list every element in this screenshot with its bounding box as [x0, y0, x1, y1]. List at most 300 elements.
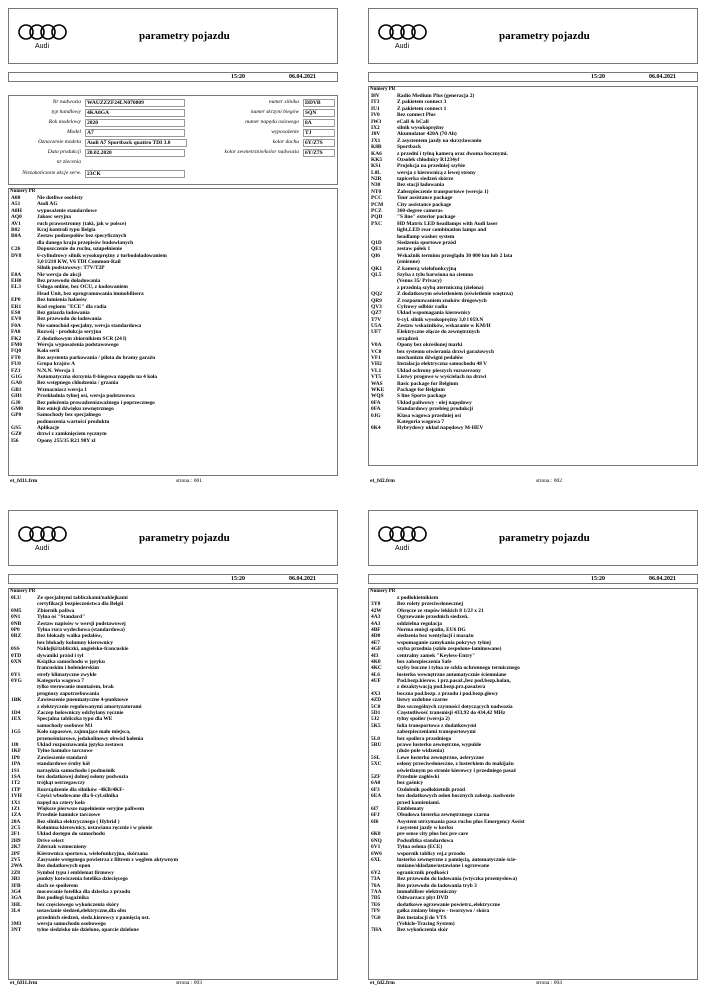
pr-code: 4ZD [371, 697, 382, 704]
pr-code: 0K4 [371, 425, 381, 432]
pr-code: 76A [371, 882, 381, 889]
pr-code: 5SL [371, 754, 381, 761]
pr-description: Klasa wagowa przedniej osi [397, 412, 461, 419]
gearbox-value: SQN [303, 109, 335, 117]
pr-description: Bez przewodu do ładowania [37, 316, 102, 323]
pr-description: (Vehicle-Tracing System) [397, 920, 455, 927]
pr-description: folia transportowa z dodatkowymi [397, 722, 477, 729]
pr-code: IX2 [371, 124, 380, 131]
pr-code: GS5 [11, 425, 21, 432]
pr-code: 7E6 [371, 901, 380, 908]
pr-description: Z asystentem jazdy na skrzyżowaniu [397, 137, 482, 144]
pr-description: bez częściowego wykończenia skóry [37, 901, 119, 908]
pr-code: 3G4 [11, 888, 21, 895]
pr-description: punkty kotwiczenia fotelika dziecięcego [37, 876, 128, 883]
pr-description: HD Matrix LED headlamps with Audi laser [397, 220, 498, 227]
pr-description: Większe pierwsze napełnienie seryjne paliwem [37, 805, 145, 812]
pr-description: mniane/składane/ustawiane i ogrzewane [397, 863, 490, 870]
pr-description: bez spoilera przedniego [397, 735, 452, 742]
gearbox-label: numer skrzyni biegów [250, 109, 299, 115]
pr-description: Akumulator 420A (70 Ah) [397, 131, 457, 138]
pr-code: E0A [11, 271, 22, 278]
production-date-value: 20.02.2020 [85, 149, 185, 157]
type-value: 4KA0GA [85, 109, 185, 117]
pr-description: Ogrzewanie przednich siedzeń. [397, 614, 469, 621]
pr-description: z przednią szybą atermiczną (zielona) [397, 284, 484, 291]
pr-code: QE1 [371, 246, 382, 253]
pr-code: 1Z1 [11, 805, 20, 812]
info-row [9, 139, 338, 148]
model-year-label: Rok modelowy [48, 119, 81, 125]
pr-code: 1X1 [11, 799, 21, 806]
page-title: parametry pojazdu [139, 532, 230, 544]
pr-code: 6EA [371, 793, 382, 800]
pr-description: Audi AG [37, 201, 58, 208]
pr-code: VH2 [371, 361, 382, 368]
footer-page: strona : 002 [536, 478, 562, 484]
pr-code: GB1 [11, 386, 22, 393]
pr-code: FQ0 [11, 348, 22, 355]
pr-code: V0A [371, 342, 382, 349]
pr-code: J0V [371, 131, 381, 138]
pr-description: Sportback [397, 144, 421, 151]
pr-description: z podłokietnikiem [397, 595, 439, 601]
pr-code: A00 [11, 195, 21, 201]
pr-description: wspornik tablicy rej.z przodu [397, 850, 465, 857]
pr-description: Z pakietem connect 3 [397, 99, 447, 106]
pr-description: Zabezpieczenie transportowe (wersja 1) [397, 188, 489, 195]
pr-numbers-box [8, 188, 338, 476]
pr-description: gałka zmiany biegów - tworzywo / skóra [397, 908, 490, 915]
pr-description: przednich siedzeń, siedz.kierowcy z pamięcią ust. [37, 914, 150, 921]
pr-description: N.N.N. Wersja 1 [37, 367, 75, 374]
model-designation-value: Audi A7 Sportback quattro TDI 3.0 [85, 139, 187, 147]
pr-code: IV0 [371, 112, 380, 119]
info-row [9, 129, 338, 138]
pr-description: prognozy zapotrzebowania [37, 690, 100, 697]
pr-description: Dopuszczenie do ruchu, uzupełnienie [37, 246, 123, 253]
pr-description: Siedzenia sportowe przód [397, 239, 456, 246]
pr-description: Książka samochodu w języku [37, 658, 105, 665]
pr-description: 360-degree cameras [397, 208, 443, 215]
pr-description: Kategoria wagowa 7 [397, 418, 445, 425]
pr-code: 1TP [11, 786, 21, 793]
page-footer [8, 478, 338, 488]
pr-code: GJ0 [11, 399, 21, 406]
pr-numbers-box [368, 86, 698, 466]
pr-code: 0TD [11, 652, 22, 659]
pr-code: QK1 [371, 265, 383, 272]
print-date: 06.04.2021 [649, 74, 676, 80]
pr-description: ogranicznik prędkości [397, 869, 449, 876]
pr-code: A8H [11, 207, 22, 214]
pr-code: QV3 [371, 303, 382, 310]
pr-description: Przednie zagłówki [397, 773, 440, 780]
pr-description: mechanizm dźwigni pedałów [397, 355, 464, 362]
pr-description: bez blokady kolumny kierownicy [37, 639, 114, 646]
pr-description: oświetlanym po stronie kierowcy i przedniego pasaż [397, 767, 516, 774]
pr-description: Układ paliwowy - olej napędowy [397, 399, 472, 406]
audi-logo [17, 525, 69, 557]
pr-description: Naklejki/tabliczki, angielsko-francuskie [37, 646, 129, 653]
pr-description: z elektrycznie regulowanymi amortyzatorami [37, 703, 142, 710]
pr-code: 5K5 [371, 722, 381, 729]
footer-page: strona : 001 [176, 478, 202, 484]
pr-code: VF1 [371, 355, 381, 362]
pr-description: i asystent jazdy w korku [397, 825, 454, 832]
pr-code: QR9 [371, 297, 382, 304]
pr-description: Symbol typu i emblemat firmowy [37, 869, 114, 876]
page-header [368, 510, 698, 566]
pr-code: 1EX [11, 716, 22, 723]
pr-description: Kierownica sportowa, wielofunkcyjna, skórzana [37, 850, 148, 857]
print-time: 15:20 [591, 74, 605, 80]
pr-code: N30 [371, 182, 381, 189]
pr-code: 2H9 [11, 837, 21, 844]
service-actions-value: 23CK [85, 170, 185, 178]
timestamp-bar [368, 72, 698, 82]
pr-description: Emblematy [397, 805, 424, 812]
footer-file: et_fd11.frm [10, 478, 38, 484]
pr-code: 0JG [371, 412, 381, 419]
pr-description: Drive select [37, 837, 64, 844]
page-title: parametry pojazdu [499, 30, 590, 42]
pr-code: 4X3 [371, 690, 381, 697]
brand-text: Audi [395, 545, 410, 552]
pr-description: certyfikacji bezpieczeństwa dla Belgii [37, 601, 124, 608]
pr-code: AV1 [11, 220, 21, 227]
pr-description: Basic package for Belgium [397, 380, 459, 387]
pr-description: Kolumna kierownicy, ustawiana ręcznie i w pionie [37, 825, 153, 832]
pr-code: 5XC [371, 761, 382, 768]
vin-label: Nr nadwozia [52, 99, 81, 105]
pr-code: VL1 [371, 367, 382, 374]
footer-file: et_fd2.frm [370, 980, 395, 986]
pr-description: Hybrydowy układ napędowy M-HEV [397, 425, 484, 432]
pr-description: tylne siedzisko nie dzielone, oparcie dzielone [37, 927, 139, 934]
pr-description: Częstotliwość transmisji 433,92 do 434,42 MHz [397, 710, 506, 717]
pr-code: WAS [371, 380, 383, 387]
pr-description: siedzenia bez wentylacji i masażu [397, 633, 474, 640]
pr-description: Lewe lusterko zewnętrzne, asferyczne [397, 754, 484, 761]
pr-description: eCall & bCall [397, 118, 429, 125]
pr-description: Odtwarzacz płyt DVD [397, 895, 449, 902]
pr-code: PCC [371, 195, 383, 202]
pr-code: U5A [371, 323, 382, 330]
pr-code: 4L6 [371, 671, 380, 678]
print-date: 06.04.2021 [289, 74, 316, 80]
pr-code: IT3 [371, 99, 380, 106]
pr-description: napęd na cztery koła [37, 799, 85, 806]
pr-code: WKE [371, 386, 385, 393]
pr-code: 0FA [371, 406, 381, 413]
pr-description: Head Unit, bez oprogramowania immobilisera [37, 290, 144, 297]
pr-description: Jakosc seryjna [37, 214, 71, 221]
pr-code: 0XN [11, 658, 22, 665]
pr-code: 2F1 [11, 831, 20, 838]
document-page-4 [368, 510, 698, 990]
info-row [9, 109, 338, 118]
pr-code: GH1 [11, 393, 23, 400]
pr-code: 1T2 [11, 780, 20, 787]
pr-description: Rozwój - produkcja seryjna [37, 329, 102, 336]
pr-code: 1SA [11, 773, 21, 780]
pr-code: 3FB [11, 882, 21, 889]
pr-code: 0YG [11, 678, 22, 685]
pr-description: Aplikacje [37, 425, 60, 432]
pr-description: Projekcja na przedniej szybie [397, 163, 466, 170]
pr-code: FU0 [11, 361, 21, 368]
engine-label: numer silnika [268, 99, 299, 105]
pr-description: Koła serii [37, 348, 60, 355]
pr-description: Układ rozpoznawania języka zestawu [37, 741, 124, 748]
print-time: 15:20 [231, 74, 245, 80]
pr-description: tylko sterowanie montażem, brak [37, 684, 114, 691]
pr-code: 2K7 [11, 844, 21, 851]
pr-code: QI6 [371, 252, 380, 259]
pr-description: Zbiornik paliwa [37, 607, 75, 614]
pr-description: Obręcze ze stopów lekkich 8 1/2J x 21 [397, 607, 484, 614]
pr-code: 4BF [371, 626, 381, 633]
pr-description: Wersja wyposażenia podstawowego [37, 341, 119, 348]
equipment-label: wyposażenie [271, 129, 299, 135]
pr-description: Szyba z tyłu barwiona na ciemno [397, 271, 473, 278]
audi-rings-icon [377, 23, 429, 41]
print-date: 06.04.2021 [289, 576, 316, 582]
pr-description: Układ wspomagania kierownicy [397, 310, 471, 317]
pr-description: (duże pole widzenia) [397, 748, 445, 755]
pr-code: 0LU [11, 595, 22, 601]
pr-code: IW3 [371, 118, 382, 125]
pr-description: Rozrządzenie dla silników -4KB/4KF- [37, 786, 125, 793]
pr-code: 6FJ [371, 812, 380, 819]
info-row [9, 99, 338, 108]
pr-code: 3L4 [11, 908, 20, 915]
pr-description: Ozsolek chłodnicy R1234yf [397, 156, 460, 163]
pr-description: Zasysanie wstępnego powietrza z filtrem z węglem aktywnym [37, 857, 179, 864]
pr-code: 0N1 [11, 614, 21, 621]
body-color-label: kolor zewnetrznie/kolor nadwozia [224, 149, 299, 155]
pr-code: Q1D [371, 239, 382, 246]
pr-description: Bez rolety przeciwsłonecznej [397, 601, 464, 608]
pr-code: ES0 [11, 310, 21, 317]
pr-description: Kategoria wagowa 7 [37, 678, 85, 685]
pr-code: 0FA [371, 399, 381, 406]
pr-description: Obudowa lusterka zewnętrznego czarna [397, 812, 490, 819]
pr-description: 6-cyl. silnik wysokoprężny 3,0 l 059.N [397, 316, 484, 323]
pr-description: Standardowy przebieg produkcji [397, 406, 473, 413]
pr-code: 5C0 [371, 703, 381, 710]
pr-code: 2C5 [11, 825, 21, 832]
pr-description: Nie dotliwe osobisty [37, 195, 83, 201]
pr-code: 1D4 [11, 710, 21, 717]
pr-numbers-box [368, 588, 698, 980]
axle-value: 8A [303, 119, 335, 127]
pr-code: T7V [371, 316, 382, 323]
pr-code: KS1 [371, 163, 381, 170]
pr-description: City assistance package [397, 201, 452, 208]
pr-description: drzwi z zamknięciem ręcznym [37, 431, 107, 438]
pr-code: JX1 [371, 137, 381, 144]
pr-code: EL3 [11, 284, 21, 291]
pr-code: WQS [371, 393, 384, 400]
pr-code: 6V1 [371, 844, 381, 851]
timestamp-bar [8, 72, 338, 82]
pr-description: Z rozpoznawaniem znaków drogowych [397, 297, 487, 304]
pr-code: I56 [11, 437, 19, 444]
pr-description: Pod.bezp.kierow. i prz.pasaż.,bez pod.bezp.kolan, [397, 678, 511, 685]
pr-code: 0NB [11, 620, 22, 627]
pr-description: Bez asystenta parkowania / pilota do bramy garażu [37, 354, 156, 361]
pr-description: wspomaganie zamykania pokrywy tylnej [397, 639, 491, 646]
pr-description: Zaczep holowniczy odchylany ręcznie [37, 710, 124, 717]
production-date-label: Data produkcji [47, 149, 81, 155]
pr-description: Bez silnika elektrycznego ( Hybrid ) [37, 818, 120, 825]
info-row [9, 170, 338, 179]
pr-code: KA6 [371, 150, 382, 157]
print-date: 06.04.2021 [649, 576, 676, 582]
pr-code: 0Y1 [11, 671, 21, 678]
pr-description: Wskaźnik terminu przeglądu 30 000 km lub 2 lata [397, 252, 513, 259]
pr-description: Tour assistance package [397, 195, 453, 202]
pr-code: 4UF [371, 678, 381, 685]
page-header [368, 8, 698, 64]
pr-row [369, 927, 697, 933]
pr-description: dla danego kraju przepisów budowlanych [37, 239, 134, 246]
pr-code: 4GF [371, 646, 382, 653]
pr-description: Bez podłogi bagażnika [37, 895, 89, 902]
pr-list [9, 595, 337, 934]
pr-description: Automatyczna skrzynia 8-biegowa napędu na 4 koła [37, 373, 158, 380]
pr-description: Bez przewodu do ładowania (wtyczka przemysłowa) [397, 876, 517, 883]
pr-code: 1I0 [11, 741, 19, 748]
page-header [8, 510, 338, 566]
pr-description: trójkąt ostrzegawczy [37, 780, 86, 787]
pr-description: Kraj kontroli typu Belgia [37, 226, 96, 233]
pr-description: samochody osobowe M1 [37, 722, 93, 729]
pr-description: Norma emisji spalin, EU6 DG [397, 626, 466, 633]
pr-description: Bez wykończenia skór [397, 927, 448, 934]
pr-row [369, 425, 697, 431]
pr-code: FM0 [11, 341, 23, 348]
pr-code: 6K8 [371, 831, 381, 838]
pr-description: Zestaw napisów w wersji podstawowej [37, 620, 126, 627]
pr-description: Bez przewodu do ładowania tryb 3 [397, 882, 477, 889]
pr-description: prawe lusterko zewnętrzne, wypukłe [397, 741, 482, 748]
pr-description: (Venus 35/ Privacy) [397, 278, 442, 285]
pr-description: Koło zapasowe, zajmujące mało miejsca, [37, 729, 131, 736]
pr-header: Numery PR [10, 189, 36, 194]
pr-code: 6Y2 [371, 869, 381, 876]
footer-page: strona : 004 [536, 980, 562, 986]
pr-description: Samochody bez specjalnego [37, 412, 101, 419]
pr-code: I8V [371, 93, 380, 99]
page-footer [368, 980, 698, 990]
pr-description: Bez instalacji do VTS [397, 914, 447, 921]
pr-description: (zmienne) [397, 259, 420, 266]
roof-color-value: 6Y/Z7S [303, 139, 335, 147]
pr-description: Tylne hamulce tarczowe [37, 748, 93, 755]
audi-rings-icon [17, 23, 69, 41]
pr-code: B02 [11, 226, 20, 233]
pr-description: Asystent utrzymania pasa ruchu plus Emergency Assist [397, 818, 525, 825]
model-designation-label: Oznaczenie modelu [38, 139, 81, 145]
pr-description: bez dodatkowych osłon bocznych zabezp. nadwozie [397, 793, 515, 800]
pr-description: Radio Medium Plus (generacja 2) [397, 93, 475, 99]
pr-code: PCZ [371, 208, 382, 215]
pr-description: Wzmacniacz wersja 1 [37, 386, 87, 393]
pr-description: Ozdobnik podłokietnik przód [397, 786, 466, 793]
pr-code: 3Y0 [371, 601, 381, 608]
document-page-2 [368, 8, 698, 488]
pr-description: Bez wstępnego chłodzenia / grzania [37, 380, 119, 387]
pr-code: VC0 [371, 348, 382, 355]
pr-code: 4I3 [371, 652, 379, 659]
pr-description: ustawianie siedzeń,elektryczne,dla obu [37, 908, 126, 915]
pr-code: 4K0 [371, 658, 381, 665]
pr-code: 6W6 [371, 850, 382, 857]
brand-text: Audi [35, 545, 50, 552]
pr-header: Numery PR [370, 589, 396, 594]
brand-text: Audi [395, 43, 410, 50]
pr-code: KK5 [371, 156, 383, 163]
document-page-1 [8, 8, 338, 488]
pr-description: zabezpieczeniami transportowymi [397, 729, 476, 736]
page-footer [8, 980, 338, 990]
footer-file: et_fd11.frm [10, 980, 38, 986]
document-page-3 [8, 510, 338, 990]
pr-code: F0A [11, 322, 21, 329]
pr-description: Bez connect Plus [397, 112, 436, 119]
pr-code: 7AA [371, 888, 382, 895]
audi-rings-icon [377, 525, 429, 543]
pr-code: 7HA [371, 927, 382, 934]
pr-description: oddzielna regulacja [397, 620, 442, 627]
info-row [9, 149, 338, 158]
pr-code: QZ7 [371, 310, 382, 317]
pr-description: 6-cylindrowy silnik wysokoprężny z turbodoładowaniem [37, 252, 167, 259]
pr-code: EH0 [11, 278, 22, 285]
pr-code: 5J2 [371, 716, 380, 723]
pr-description: Zestaw wskaźników, wskazanie w KM/H [397, 323, 491, 330]
pr-list [369, 93, 697, 432]
model-label: Model [66, 129, 81, 135]
pr-code: FT0 [11, 354, 21, 361]
axle-label: numer napędu osiowego [245, 119, 299, 125]
brand-text: Audi [35, 43, 50, 50]
pr-code: 5D1 [371, 710, 381, 717]
pr-description: osłony przeciwsłoneczne, z lusterkiem do makijażu [397, 761, 514, 768]
pr-code: 4E7 [371, 639, 380, 646]
service-actions-label: Niezakończone akcje serw. [22, 170, 81, 176]
pr-code: UF7 [371, 329, 381, 336]
pr-description: wersja z kierownicą z lewej strony [397, 169, 476, 176]
pr-description: Ze specjalnymi tabliczkami/naklejkami [37, 595, 128, 601]
pr-description: Instalacja elektryczna samochodu 48 V [397, 361, 488, 368]
body-color-value: 6Y/Z7S [303, 149, 335, 157]
pr-code: 6A0 [371, 780, 381, 787]
pr-description: Package for Belgium [397, 386, 445, 393]
pr-code: GA0 [11, 380, 22, 387]
pr-code: 5L0 [371, 735, 380, 742]
pr-description: 3,0 l/210 KW, V6 TDI Common-Rail [37, 258, 121, 265]
pr-description: Z dodatkowym oświetleniem (oświetlenie wnętrza) [397, 291, 513, 298]
info-row [9, 119, 338, 128]
pr-description: mocowanie fotelika dla dziecka z przodu [37, 888, 131, 895]
pr-code: G1G [11, 373, 23, 380]
pr-code: PQD [371, 214, 383, 221]
pr-code: QL5 [371, 271, 382, 278]
